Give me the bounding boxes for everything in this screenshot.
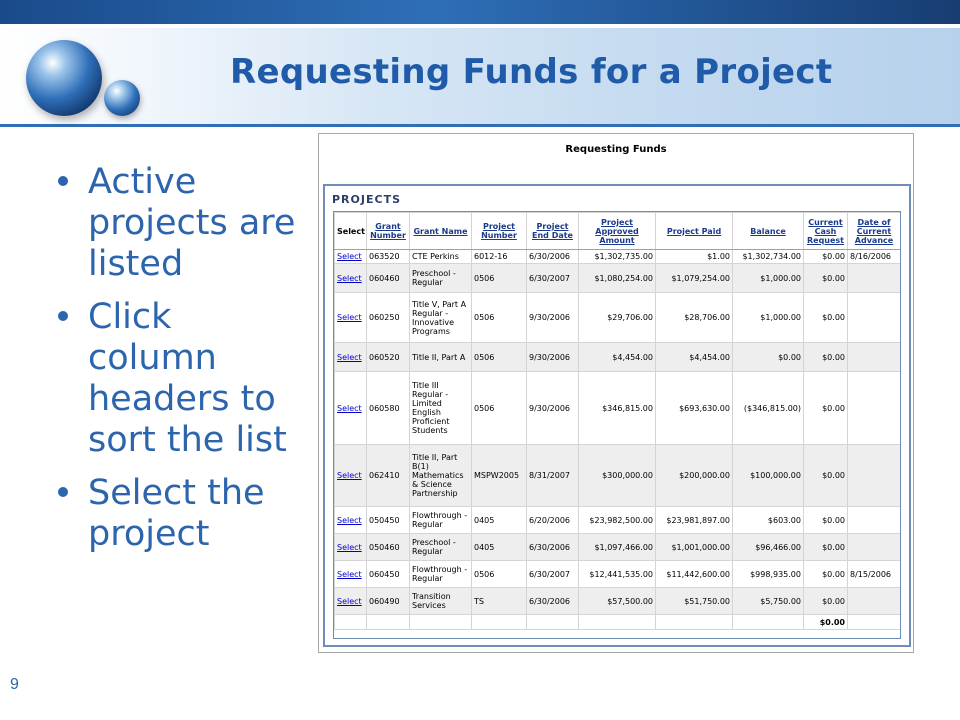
empty-cell — [733, 615, 804, 630]
column-header-label[interactable]: Project Number — [481, 222, 517, 240]
column-header-project-paid[interactable] — [656, 213, 733, 250]
approved-amount-cell: $300,000.00 — [579, 445, 656, 507]
balance-cell: $100,000.00 — [733, 445, 804, 507]
empty-cell — [367, 615, 410, 630]
bullet-item — [56, 297, 301, 461]
project-number-cell: TS — [472, 588, 527, 615]
grant-name-cell: Preschool - Regular — [410, 264, 472, 293]
slide-title: Requesting Funds for a Project — [230, 52, 833, 92]
project-end-date-cell: 6/30/2007 — [527, 264, 579, 293]
advance-date-cell — [848, 293, 901, 343]
grant-name-cell: Title II, Part A — [410, 343, 472, 372]
column-header-label[interactable]: Current Cash Request — [806, 217, 845, 245]
select-cell — [335, 343, 367, 372]
grant-number-cell: 063520 — [367, 250, 410, 264]
column-header-project-approved-amount[interactable] — [579, 213, 656, 250]
approved-amount-cell: $1,080,254.00 — [579, 264, 656, 293]
project-paid-cell: $1,079,254.00 — [656, 264, 733, 293]
select-link[interactable]: Select — [337, 542, 362, 552]
grant-number-cell: 060520 — [367, 343, 410, 372]
column-header-project-end-date[interactable] — [527, 213, 579, 250]
cash-request-cell: $0.00 — [804, 250, 848, 264]
approved-amount-cell: $29,706.00 — [579, 293, 656, 343]
column-header-label[interactable]: Balance — [750, 226, 786, 236]
cash-request-cell: $0.00 — [804, 343, 848, 372]
select-link[interactable]: Select — [337, 352, 362, 362]
grant-name-cell: Title V, Part A Regular - Innovative Programs — [410, 293, 472, 343]
advance-date-cell — [848, 588, 901, 615]
table-row — [335, 250, 901, 264]
grant-name-cell: CTE Perkins — [410, 250, 472, 264]
bullet-text: Select the project — [88, 473, 265, 554]
column-header-balance[interactable] — [733, 213, 804, 250]
advance-date-cell — [848, 534, 901, 561]
grant-number-cell: 060450 — [367, 561, 410, 588]
grant-number-cell: 060490 — [367, 588, 410, 615]
column-header-label[interactable]: Project End Date — [532, 222, 573, 240]
project-paid-cell: $23,981,897.00 — [656, 507, 733, 534]
balance-cell: $1,000.00 — [733, 293, 804, 343]
table-total-row — [335, 615, 901, 630]
select-cell — [335, 507, 367, 534]
advance-date-cell — [848, 264, 901, 293]
balance-cell: $0.00 — [733, 343, 804, 372]
bullet-item — [56, 162, 301, 285]
advance-date-cell: 8/15/2006 — [848, 561, 901, 588]
bullet-text: Active projects are listed — [88, 162, 296, 284]
bullet-dot-icon — [58, 176, 68, 186]
table-row — [335, 445, 901, 507]
cash-request-cell: $0.00 — [804, 561, 848, 588]
requesting-funds-heading: Requesting Funds — [565, 144, 667, 155]
select-cell — [335, 561, 367, 588]
select-link[interactable]: Select — [337, 313, 362, 322]
select-cell — [335, 250, 367, 264]
table-row — [335, 534, 901, 561]
bullet-dot-icon — [58, 487, 68, 497]
cash-request-cell: $0.00 — [804, 534, 848, 561]
table-row — [335, 588, 901, 615]
select-link[interactable]: Select — [337, 515, 362, 525]
select-cell — [335, 588, 367, 615]
column-header-select: Select — [335, 213, 367, 250]
title-band-divider — [0, 124, 960, 127]
select-link[interactable]: Select — [337, 273, 362, 283]
project-end-date-cell: 6/30/2007 — [527, 561, 579, 588]
cash-request-cell: $0.00 — [804, 293, 848, 343]
select-cell — [335, 264, 367, 293]
bullet-list — [56, 162, 301, 567]
balance-cell: ($346,815.00) — [733, 372, 804, 445]
grant-name-cell: Preschool - Regular — [410, 534, 472, 561]
advance-date-cell: 8/16/2006 — [848, 250, 901, 264]
cash-request-cell: $0.00 — [804, 445, 848, 507]
select-link[interactable]: Select — [337, 252, 362, 261]
empty-cell — [335, 615, 367, 630]
project-number-cell: 0506 — [472, 264, 527, 293]
select-cell — [335, 534, 367, 561]
table-row — [335, 293, 901, 343]
grant-number-cell: 050460 — [367, 534, 410, 561]
projects-table — [334, 212, 901, 630]
page-number: 9 — [10, 676, 19, 693]
approved-amount-cell: $1,302,735.00 — [579, 250, 656, 264]
empty-cell — [527, 615, 579, 630]
empty-cell — [410, 615, 472, 630]
project-number-cell: 0506 — [472, 561, 527, 588]
project-number-cell: 0405 — [472, 534, 527, 561]
top-accent-bar — [0, 0, 960, 24]
cash-request-cell: $0.00 — [804, 264, 848, 293]
project-end-date-cell: 6/20/2006 — [527, 507, 579, 534]
projects-panel — [323, 184, 911, 647]
bullet-text: Click column headers to sort the list — [88, 297, 287, 460]
table-row — [335, 343, 901, 372]
bullet-dot-icon — [58, 311, 68, 321]
project-paid-cell: $28,706.00 — [656, 293, 733, 343]
cash-request-total: $0.00 — [804, 615, 848, 630]
column-header-label[interactable]: Project Approved Amount — [595, 217, 639, 245]
project-number-cell: 0506 — [472, 372, 527, 445]
column-header-label[interactable]: Grant Number — [370, 222, 406, 240]
advance-date-cell — [848, 343, 901, 372]
globe-logo-icon — [26, 40, 102, 116]
balance-cell: $1,000.00 — [733, 264, 804, 293]
advance-date-cell — [848, 445, 901, 507]
approved-amount-cell: $4,454.00 — [579, 343, 656, 372]
select-cell — [335, 445, 367, 507]
empty-cell — [656, 615, 733, 630]
table-row — [335, 264, 901, 293]
project-number-cell: 0506 — [472, 343, 527, 372]
project-paid-cell: $4,454.00 — [656, 343, 733, 372]
project-end-date-cell: 8/31/2007 — [527, 445, 579, 507]
column-header-label[interactable]: Project Paid — [666, 226, 722, 236]
select-link[interactable]: Select — [337, 403, 362, 413]
empty-cell — [848, 615, 901, 630]
select-link[interactable]: Select — [337, 471, 362, 480]
table-row — [335, 507, 901, 534]
project-end-date-cell: 6/30/2006 — [527, 250, 579, 264]
balance-cell: $603.00 — [733, 507, 804, 534]
grant-number-cell: 062410 — [367, 445, 410, 507]
grant-name-cell: Title II, Part B(1) Mathematics & Science Partnership — [410, 445, 472, 507]
approved-amount-cell: $346,815.00 — [579, 372, 656, 445]
project-number-cell: 0506 — [472, 293, 527, 343]
project-end-date-cell: 6/30/2006 — [527, 534, 579, 561]
grant-name-cell: Flowthrough - Regular — [410, 507, 472, 534]
grant-name-cell: Title III Regular - Limited English Proficient Students — [410, 372, 472, 445]
grant-name-cell: Flowthrough - Regular — [410, 561, 472, 588]
balance-cell: $998,935.00 — [733, 561, 804, 588]
small-globe-icon — [104, 80, 140, 116]
cash-request-cell: $0.00 — [804, 372, 848, 445]
approved-amount-cell: $57,500.00 — [579, 588, 656, 615]
project-paid-cell: $693,630.00 — [656, 372, 733, 445]
column-header-grant-name[interactable] — [410, 213, 472, 250]
project-paid-cell: $1.00 — [656, 250, 733, 264]
bullet-item — [56, 473, 301, 555]
column-header-label[interactable]: Date of Current Advance — [854, 217, 894, 245]
project-paid-cell: $51,750.00 — [656, 588, 733, 615]
grant-number-cell: 050450 — [367, 507, 410, 534]
app-screenshot — [318, 133, 914, 653]
project-paid-cell: $200,000.00 — [656, 445, 733, 507]
table-header-row — [335, 213, 901, 250]
cash-request-cell: $0.00 — [804, 507, 848, 534]
approved-amount-cell: $23,982,500.00 — [579, 507, 656, 534]
project-paid-cell: $11,442,600.00 — [656, 561, 733, 588]
project-number-cell: MSPW2005 — [472, 445, 527, 507]
cash-request-cell: $0.00 — [804, 588, 848, 615]
table-row — [335, 372, 901, 445]
project-end-date-cell: 6/30/2006 — [527, 588, 579, 615]
project-number-cell: 6012-16 — [472, 250, 527, 264]
projects-table-container — [333, 211, 901, 639]
select-link[interactable]: Select — [337, 596, 362, 606]
column-header-date-of-current-advance[interactable] — [848, 213, 901, 250]
project-number-cell: 0405 — [472, 507, 527, 534]
balance-cell: $96,466.00 — [733, 534, 804, 561]
advance-date-cell — [848, 372, 901, 445]
grant-number-cell: 060580 — [367, 372, 410, 445]
column-header-current-cash-request[interactable] — [804, 213, 848, 250]
column-header-project-number[interactable] — [472, 213, 527, 250]
table-row — [335, 561, 901, 588]
column-header-label[interactable]: Grant Name — [413, 226, 468, 236]
column-header-grant-number[interactable] — [367, 213, 410, 250]
balance-cell: $5,750.00 — [733, 588, 804, 615]
select-link[interactable]: Select — [337, 569, 362, 579]
grant-number-cell: 060460 — [367, 264, 410, 293]
grant-number-cell: 060250 — [367, 293, 410, 343]
approved-amount-cell: $1,097,466.00 — [579, 534, 656, 561]
advance-date-cell — [848, 507, 901, 534]
select-cell — [335, 372, 367, 445]
grant-name-cell: Transition Services — [410, 588, 472, 615]
project-end-date-cell: 9/30/2006 — [527, 372, 579, 445]
select-cell — [335, 293, 367, 343]
empty-cell — [472, 615, 527, 630]
project-end-date-cell: 9/30/2006 — [527, 293, 579, 343]
project-end-date-cell: 9/30/2006 — [527, 343, 579, 372]
balance-cell: $1,302,734.00 — [733, 250, 804, 264]
approved-amount-cell: $12,441,535.00 — [579, 561, 656, 588]
projects-panel-title: PROJECTS — [332, 193, 401, 206]
project-paid-cell: $1,001,000.00 — [656, 534, 733, 561]
empty-cell — [579, 615, 656, 630]
